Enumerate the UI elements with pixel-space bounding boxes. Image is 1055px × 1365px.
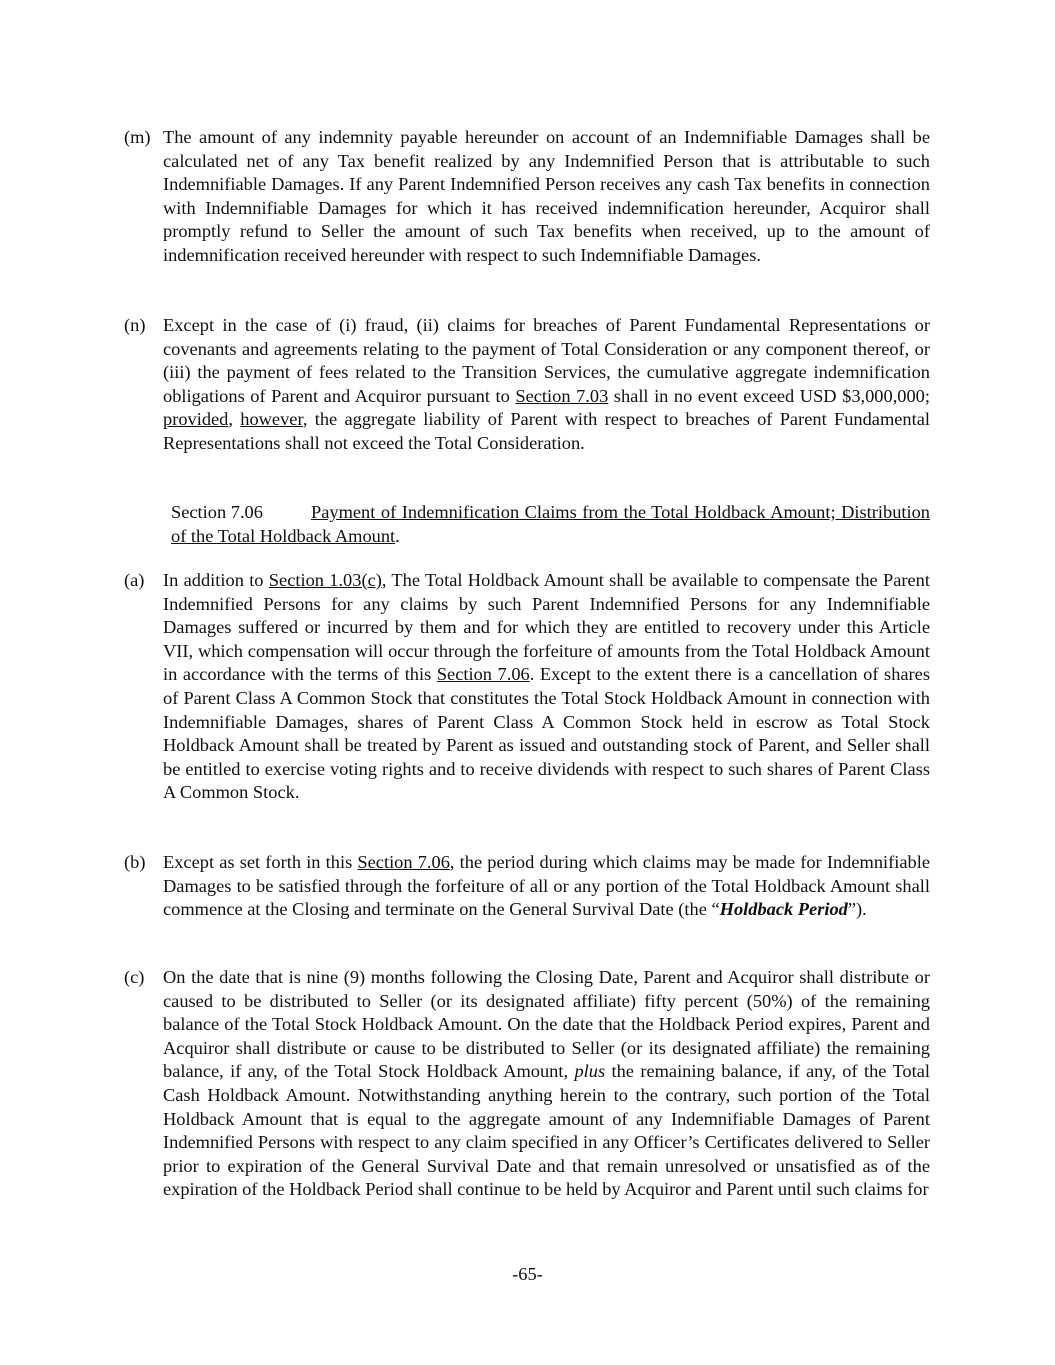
- paragraph-text: The amount of any indemnity payable hereunder on account of an Indemnifiable Damages shall be calculated net of any Tax benefit realized by any Indemnified Person that is attributable to such Indemnifiable Damages. If any Parent Indemnified Person receives any cash Tax benefits in connection with Indemnifiable Damages for which it has received indemnification hereunder, Acquiror shall promptly refund to Seller the amount of such Tax benefits when received, up to the amount of indemnification received hereunder with respect to such Indemnifiable Damages.: [163, 127, 930, 265]
- cross-reference-link: Section 7.06: [357, 852, 450, 872]
- cross-reference-link: Section 1.03(c): [268, 570, 382, 590]
- page-number: -65-: [512, 1264, 543, 1284]
- paragraph-b: [124, 851, 930, 922]
- paragraph-c: [124, 966, 930, 1202]
- paragraph-m: [124, 126, 930, 268]
- paragraph-text: Except as set forth in this Section 7.06, the period during which claims may be made for Indemnifiable Damages to be satisfied through the forfeiture of all or any portion of the Total Holdback Amount shall commence at the Closing and terminate on the General Survival Date (the “Holdback Period”).: [163, 852, 930, 920]
- paragraph-label: (n): [124, 315, 146, 335]
- paragraph-text: Except in the case of (i) fraud, (ii) claims for breaches of Parent Fundamental Representations or covenants and agreements relating to the payment of Total Consideration or any component thereof, or (iii) the payment of fees related to the Transition Services, the cumulative aggregate indemnification obligations of Parent and Acquiror pursuant to Section 7.03 shall in no event exceed USD $3,000,000; provided, however, the aggregate liability of Parent with respect to breaches of Parent Fundamental Representations shall not exceed the Total Consideration.: [163, 315, 930, 453]
- emphasized-word: plus: [574, 1061, 606, 1082]
- paragraph-n: [124, 314, 930, 456]
- paragraph-label: (c): [124, 967, 145, 987]
- defined-term: Holdback Period: [719, 899, 848, 920]
- cross-reference-link: Section 7.06: [436, 664, 530, 685]
- paragraph-a: [124, 569, 930, 805]
- emphasized-term: however: [240, 409, 303, 430]
- paragraph-label: (m): [124, 127, 151, 147]
- paragraph-label: (b): [124, 852, 146, 872]
- paragraph-text: In addition to Section 1.03(c), The Total Holdback Amount shall be available to compensate the Parent Indemnified Persons for any claims by such Parent Indemnified Persons for any Indemnifiable Damages suffered or incurred by them and for which they are entitled to recovery under this Article VII, which compensation will occur through the forfeiture of amounts from the Total Holdback Amount in accordance with the terms of this Section 7.06. Except to the extent there is a cancellation of shares of Parent Class A Common Stock that constitutes the Total Stock Holdback Amount in connection with Indemnifiable Damages, shares of Parent Class A Common Stock held in escrow as Total Stock Holdback Amount shall be treated by Parent as issued and outstanding stock of Parent, and Seller shall be entitled to exercise voting rights and to receive dividends with respect to such shares of Parent Class A Common Stock.: [163, 570, 930, 803]
- section-heading: Section 7.06 Payment of Indemnification Claims from the Total Holdback Amount; Distribution of the Total Holdback Amount.: [171, 502, 930, 546]
- section-title: Payment of Indemnification Claims from the Total Holdback Amount; Distribution of the Total Holdback Amount: [171, 502, 930, 546]
- section-number: Section 7.06: [171, 502, 263, 522]
- paragraph-label: (a): [124, 570, 145, 590]
- cross-reference-link: Section 7.03: [515, 385, 609, 406]
- emphasized-term: provided: [163, 409, 229, 430]
- paragraph-text: On the date that is nine (9) months following the Closing Date, Parent and Acquiror shall distribute or caused to be distributed to Seller (or its designated affiliate) fifty percent (50%) of the remaining balance of the Total Stock Holdback Amount. On the date that the Holdback Period expires, Parent and Acquiror shall distribute or cause to be distributed to Seller (or its designated affiliate) the remaining balance, if any, of the Total Stock Holdback Amount, plus the remaining balance, if any, of the Total Cash Holdback Amount. Notwithstanding anything herein to the contrary, such portion of the Total Holdback Amount that is equal to the aggregate amount of any Indemnifiable Damages of Parent Indemnified Persons with respect to any claim specified in any Officer’s Certificates delivered to Seller prior to expiration of the General Survival Date and that remain unresolved or unsatisfied as of the expiration of the Holdback Period shall continue to be held by Acquiror and Parent until such claims for: [163, 967, 930, 1200]
